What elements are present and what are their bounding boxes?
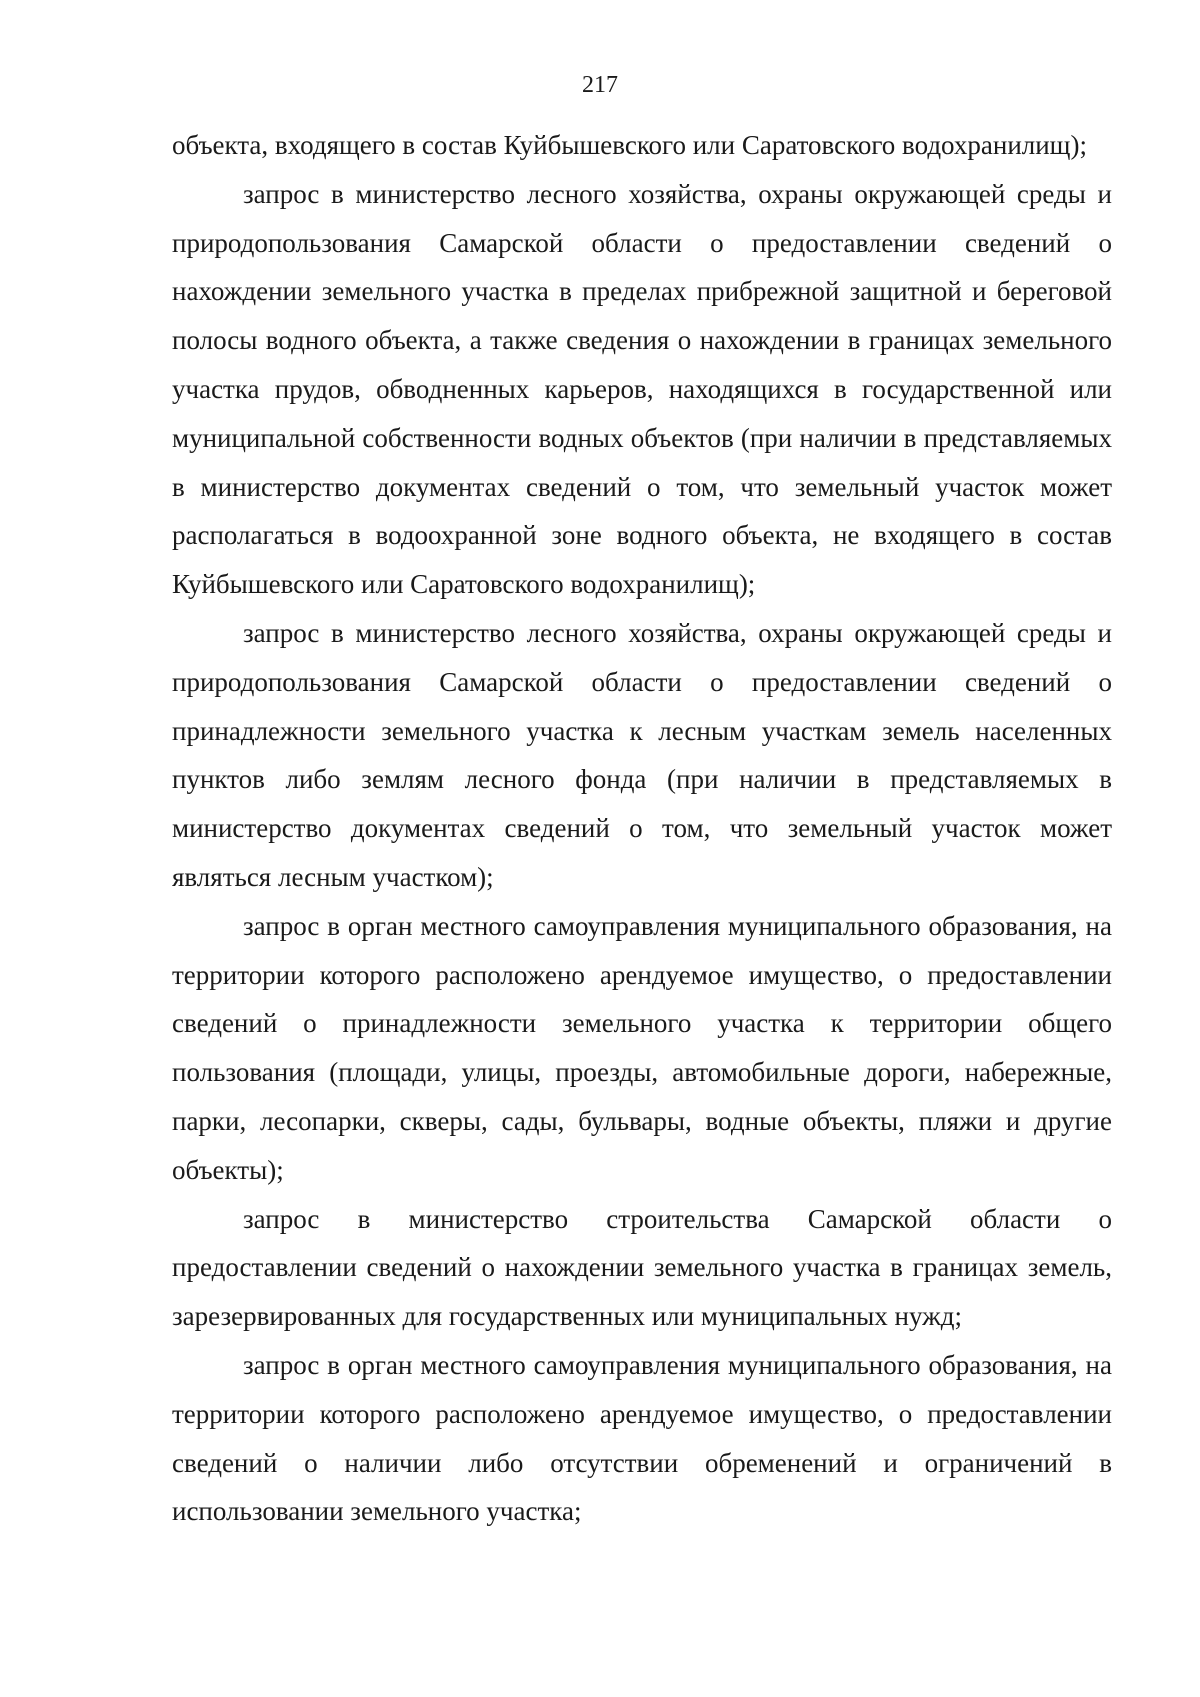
paragraph-continuation: объекта, входящего в состав Куйбышевского или Саратовского водохранилищ); — [172, 130, 1087, 160]
paragraph-encumbrances-request: запрос в орган местного самоуправления муниципального образования, на территории которого расположено арендуемое имущество, о предоставлении сведений о наличии либо отсутствии обременений и ограничений в использовании земельного участка; — [172, 1349, 1112, 1527]
paragraph-reserved-lands-request: запрос в министерство строительства Самарской области о предоставлении сведений о нахождении земельного участка в границах земель, зарезервированных для государственных или муниципальных нужд; — [172, 1203, 1112, 1332]
paragraph-public-territory-request: запрос в орган местного самоуправления муниципального образования, на территории которого расположено арендуемое имущество, о предоставлении сведений о принадлежности земельного участка к территории общего пользования (площади, улицы, проезды, автомобильные дороги, набережные, парки, лесопарки, скверы, сады, бульвары, водные объекты, пляжи и другие объекты); — [172, 910, 1112, 1185]
page-number: 217 — [582, 72, 618, 98]
document-body — [172, 121, 1112, 1536]
paragraph-forest-plot-request: запрос в министерство лесного хозяйства, охраны окружающей среды и природопользования Самарской области о предоставлении сведений о принадлежности земельного участка к лесным участкам земель населенных пунктов либо землям лесного фонда (при наличии в представляемых в министерство документах сведений о том, что земельный участок может являться лесным участком); — [172, 617, 1112, 892]
paragraph-water-protection-request: запрос в министерство лесного хозяйства, охраны окружающей среды и природопользования Самарской области о предоставлении сведений о нахождении земельного участка в пределах прибрежной защитной и береговой полосы водного объекта, а также сведения о нахождении в границах земельного участка прудов, обводненных карьеров, находящихся в государственной или муниципальной собственности водных объектов (при наличии в представляемых в министерство документах сведений о том, что земельный участок может располагаться в водоохранной зоне водного объекта, не входящего в состав Куйбышевского или Саратовского водохранилищ); — [172, 178, 1112, 600]
